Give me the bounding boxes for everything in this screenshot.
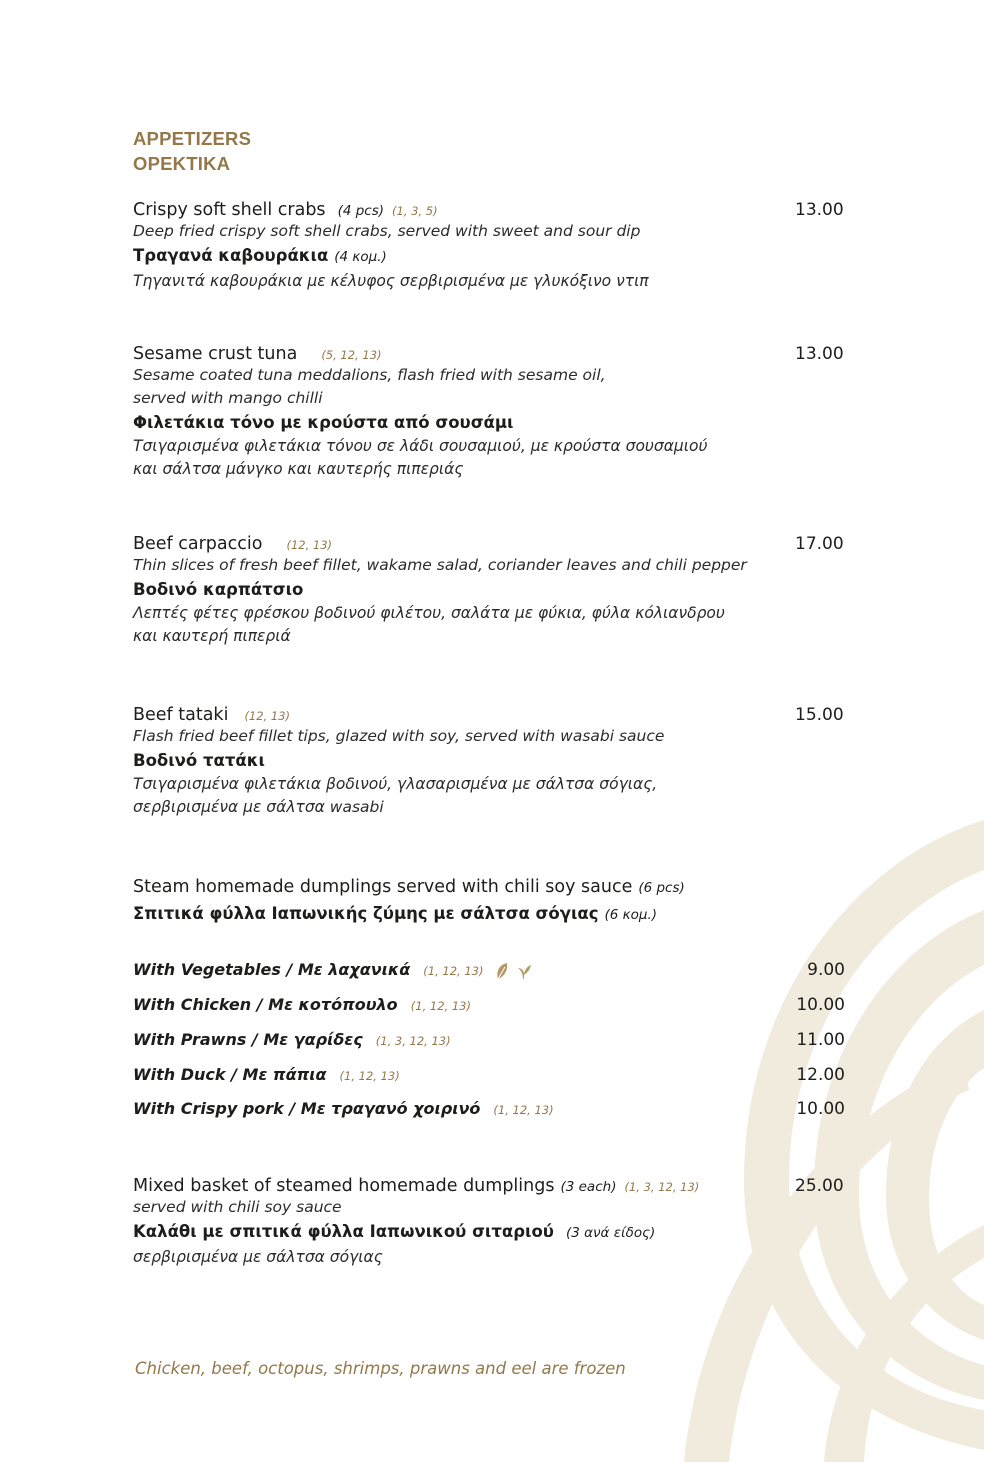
menu-item [133, 344, 853, 481]
item-price: 13.00 [795, 344, 844, 364]
item-name-gr: Καλάθι με σπιτικά φύλλα Ιαπωνικού σιταριού (3 ανά είδος) [133, 1222, 656, 1241]
variant-price: 10.00 [796, 1099, 845, 1119]
variant-label: With Vegetables / Με λαχανικά [133, 960, 411, 979]
variant-price: 11.00 [796, 1030, 845, 1050]
item-name: Beef tataki [133, 705, 229, 725]
item-description-gr: Λεπτές φέτες φρέσκου βοδινού φιλέτου, σαλάτα με φύκια, φύλα κόλιανδρου [133, 604, 725, 622]
item-price: 17.00 [795, 534, 844, 554]
item-allergens: (5, 12, 13) [321, 348, 382, 362]
item-name-gr: Βοδινό καρπάτσιο [133, 580, 304, 599]
variant-allergens: (1, 12, 13) [423, 964, 484, 978]
variant-label: With Duck / Με πάπια [133, 1065, 327, 1084]
item-allergens: (1, 3, 12, 13) [624, 1180, 700, 1194]
item-quantity-gr: (3 ανά είδος) [565, 1225, 656, 1241]
vegetarian-leaf-icon [495, 962, 509, 980]
vegan-sprout-icon [516, 962, 532, 980]
item-description-gr: και σάλτσα μάνγκο και καυτερής πιπεριάς [133, 460, 464, 478]
item-quantity: (4 pcs) [337, 203, 385, 219]
item-price: 13.00 [795, 200, 844, 220]
item-description-gr: Τηγανιτά καβουράκια με κέλυφος σερβιρισμένα με γλυκόξινο ντιπ [133, 272, 649, 290]
item-quantity: (3 each) [560, 1179, 617, 1195]
item-name-gr: Βοδινό τατάκι [133, 751, 265, 770]
item-description-en: Deep fried crispy soft shell crabs, served with sweet and sour dip [133, 222, 641, 240]
menu-item [133, 705, 853, 819]
dumplings-title-en: Steam homemade dumplings served with chili soy sauce (6 pcs) [133, 877, 685, 897]
item-allergens: (12, 13) [286, 538, 333, 552]
item-description-en: Sesame coated tuna meddalions, flash fried with sesame oil, [133, 366, 606, 384]
item-name: Mixed basket of steamed homemade dumplings [133, 1176, 555, 1196]
item-name-gr: Τραγανά καβουράκια (4 κομ.) [133, 246, 387, 265]
dumplings-quantity-gr: (6 κομ.) [604, 907, 658, 923]
item-name: Crispy soft shell crabs [133, 200, 326, 220]
dumpling-variant [133, 1099, 845, 1123]
dumplings-quantity-en: (6 pcs) [638, 880, 685, 896]
item-description-gr: Τσιγαρισμένα φιλετάκια τόνου σε λάδι σουσαμιού, με κρούστα σουσαμιού [133, 437, 708, 455]
item-description-en: served with chili soy sauce [133, 1198, 342, 1216]
item-name-gr: Φιλετάκια τόνο με κρούστα από σουσάμι [133, 413, 514, 432]
item-description-gr: και καυτερή πιπεριά [133, 627, 291, 645]
menu-item [133, 200, 853, 293]
section-heading [133, 126, 251, 176]
dumplings-section-title [133, 875, 685, 928]
item-description-gr: Τσιγαρισμένα φιλετάκια βοδινού, γλασαρισμένα με σάλτσα σόγιας, [133, 775, 658, 793]
variant-allergens: (1, 12, 13) [493, 1103, 554, 1117]
frozen-notice-footnote: Chicken, beef, octopus, shrimps, prawns and eel are frozen [135, 1359, 626, 1378]
section-heading-en: APPETIZERS [133, 128, 252, 149]
variant-price: 9.00 [807, 960, 845, 980]
item-price: 25.00 [795, 1176, 844, 1196]
item-price: 15.00 [795, 705, 844, 725]
variant-allergens: (1, 12, 13) [339, 1069, 400, 1083]
dumpling-variant [133, 1030, 845, 1054]
item-description-gr: σερβιρισμένα με σάλτσα wasabi [133, 798, 384, 816]
variant-price: 12.00 [796, 1065, 845, 1085]
item-description-en: Flash fried beef fillet tips, glazed with soy, served with wasabi sauce [133, 727, 665, 745]
dumplings-title-gr: Σπιτικά φύλλα Ιαπωνικής ζύμης με σάλτσα σόγιας (6 κομ.) [133, 904, 658, 923]
menu-item [133, 534, 853, 648]
dumpling-variant [133, 995, 845, 1019]
item-quantity-gr: (4 κομ.) [334, 249, 387, 265]
item-description-gr: σερβιρισμένα με σάλτσα σόγιας [133, 1248, 383, 1266]
variant-price: 10.00 [796, 995, 845, 1015]
menu-item-basket [133, 1176, 853, 1269]
item-name: Beef carpaccio [133, 534, 263, 554]
variant-label: With Chicken / Με κοτόπουλο [133, 995, 398, 1014]
variant-label: With Crispy pork / Με τραγανό χοιρινό [133, 1099, 481, 1118]
item-allergens: (1, 3, 5) [392, 204, 438, 218]
item-description-en: served with mango chilli [133, 389, 323, 407]
dumpling-variant [133, 960, 845, 984]
item-description-en: Thin slices of fresh beef fillet, wakame salad, coriander leaves and chili pepper [133, 556, 747, 574]
dumpling-variant [133, 1065, 845, 1089]
variant-allergens: (1, 3, 12, 13) [375, 1034, 451, 1048]
item-name: Sesame crust tuna [133, 344, 298, 364]
variant-label: With Prawns / Με γαρίδες [133, 1030, 363, 1049]
item-allergens: (12, 13) [244, 709, 290, 723]
variant-allergens: (1, 12, 13) [410, 999, 471, 1013]
section-heading-gr: ΟΡΕΚΤΙΚΑ [133, 153, 231, 174]
